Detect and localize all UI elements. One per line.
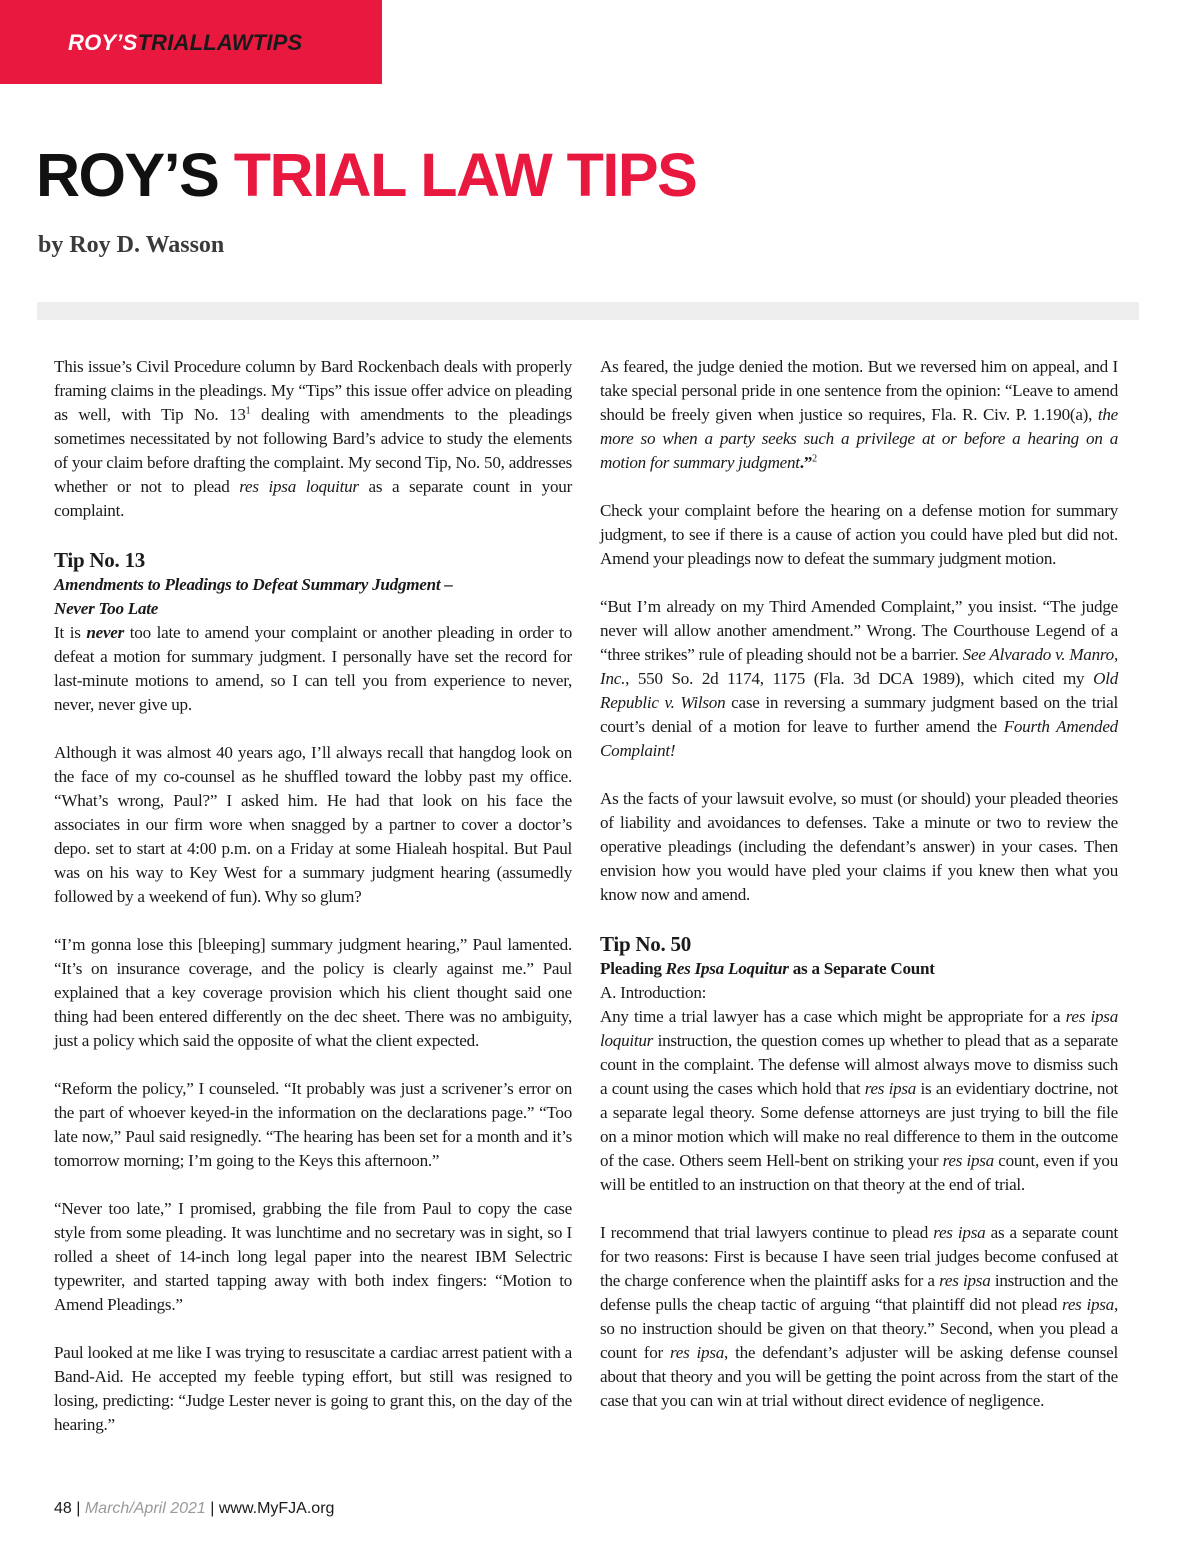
body-paragraph: Paul looked at me like I was trying to resuscitate a cardiac arrest patient with a Band-Aid. He accepted my feeble typing effort, but still was resigned to losing, predicting: “Judge Lester never is going to grant this, on the day of the hearing.” <box>54 1343 572 1434</box>
header-tab <box>0 0 382 84</box>
tip-13-heading: Tip No. 13 <box>54 548 146 572</box>
body-paragraph: As feared, the judge denied the motion. But we reversed him on appeal, and I take special personal pride in one sentence from the opinion: “Leave to amend should be freely given when justice so requires, Fla. R. Civ. P. 1.190(a), the more so when a party seeks such a privilege at or before a hearing on a motion for summary judgment.”$^2$ <box>600 357 1118 472</box>
body-paragraph: “I’m gonna lose this [bleeping] summary judgment hearing,” Paul lamented. “It’s on insurance coverage, and the policy is clearly against me.” Paul explained that a key coverage provision which his client thought said one thing had been entered differently on the dec sheet. There was no ambiguity, just a policy which said the opposite of what the client expected. <box>54 935 572 1050</box>
page-title-black: ROY’S <box>36 141 219 209</box>
page-title-red: TRIAL LAW TIPS <box>233 141 697 209</box>
body-paragraph: Check your complaint before the hearing on a defense motion for summary judgment, to see if there is a cause of action you could have pled but did not. Amend your pleadings now to defeat the summary judgment motion. <box>600 501 1118 568</box>
body-paragraph: “But I’m already on my Third Amended Complaint,” you insist. “The judge never will allow another amendment.” Wrong. The Courthouse Legend of a “three strikes” rule of pleading should not be a barrier. See Alvarado v. Manro, Inc., 550 So. 2d 1174, 1175 (Fla. 3d DCA 1989), which cited my Old Republic v. Wilson case in reversing a summary judgment based on the trial court’s denial of a motion for leave to further amend the Fourth Amended Complaint! <box>600 597 1118 760</box>
body-paragraph: I recommend that trial lawyers continue to plead res ipsa as a separate count for two reasons: First is because I have seen trial judges become confused at the charge conference when the plaintiff asks for a res ipsa instruction and the defense pulls the cheap tactic of arguing “that plaintiff did not plead res ipsa, so no instruction should be given on that theory.” Second, when you plead a count for res ipsa, the defendant’s adjuster will be asking defense counsel about that theory and you will be getting the point across from the start of the case that you can win at trial without direct evidence of negligence. <box>600 1223 1118 1410</box>
body-paragraph: Although it was almost 40 years ago, I’ll always recall that hangdog look on the face of my co-counsel as he shuffled toward the lobby past my office. “What’s wrong, Paul?” I asked him. He had that look on his face the associates in our firm wore when snagged by a partner to cover a doctor’s depo. set to start at 4:00 p.m. on a Friday at some Hialeah hospital. But Paul was on his way to Key West for a summary judgment hearing (assumedly followed by a weekend of fun). Why so glum? <box>54 743 572 906</box>
header-tab-part: TIPS <box>252 30 303 55</box>
tip-13-subtitle: Amendments to Pleadings to Defeat Summary Judgment – <box>54 575 453 594</box>
header-tab-label <box>68 30 302 56</box>
intro-paragraph: This issue’s Civil Procedure column by Bard Rockenbach deals with properly framing claims in the pleadings. My “Tips” this issue offer advice on pleading as well, with Tip No. $13^1$ dealing with amendments to the pleadings sometimes necessitated by not following Bard’s advice to study the elements of your claim before drafting the complaint. My second Tip, No. 50, addresses whether or not to plead res ipsa loquitur as a separate count in your complaint. <box>54 357 573 520</box>
tip-13-subtitle: Never Too Late <box>54 599 159 618</box>
tip-50-subtitle: Pleading Res Ipsa Loquitur as a Separate Count <box>600 959 935 978</box>
tip-50-intro-label: A. Introduction: <box>600 983 707 1002</box>
tip-13-paragraph: It is never too late to amend your complaint or another pleading in order to defeat a motion for summary judgment. I personally have set the record for last-minute motions to amend, so I can tell you from experience to never, never, never give up. <box>54 623 572 714</box>
header-tab-part: ROY’S <box>68 30 138 55</box>
header-tab-part: TRIAL <box>137 30 204 55</box>
page-footer: 48 | March/April 2021 | www.MyFJA.org <box>54 1500 335 1517</box>
issue-date: March/April 2021 <box>84 1500 206 1517</box>
left-column <box>54 355 572 1437</box>
header-tab-part: LAW <box>203 30 253 55</box>
page-number: 48 <box>54 1500 72 1517</box>
right-column <box>600 355 1118 1413</box>
body-paragraph: “Never too late,” I promised, grabbing the file from Paul to copy the case style from some pleading. It was lunchtime and no secretary was in sight, so I rolled a sheet of 14-inch long legal paper into the nearest IBM Selectric typewriter, and started tapping away with both index fingers: “Motion to Amend Pleadings.” <box>54 1199 572 1314</box>
footnote-ref: 2 <box>812 453 817 465</box>
footnote-ref: 1 <box>245 405 251 417</box>
body-paragraph: As the facts of your lawsuit evolve, so must (or should) your pleaded theories of liability and avoidances to defenses. Take a minute or two to review the operative pleadings (including the defendant’s answer) in your cases. Then envision how you would have pled your claims if you knew then what you know now and amend. <box>600 789 1118 904</box>
byline: by Roy D. Wasson <box>38 232 225 258</box>
page-title <box>36 140 696 210</box>
body-paragraph: “Reform the policy,” I counseled. “It probably was just a scrivener’s error on the part of whoever keyed-in the information on the declarations page.” “Too late now,” Paul said resignedly. “The hearing has been set for a month and it’s tomorrow morning; I’m going to the Keys this afternoon.” <box>54 1079 572 1170</box>
tip-50-paragraph: Any time a trial lawyer has a case which might be appropriate for a res ipsa loquitur instruction, the question comes up whether to plead that as a separate count in the complaint. The defense will almost always move to dismiss such a count using the cases which hold that res ipsa is an evidentiary doctrine, not a separate legal theory. Some defense attorneys are just trying to bill the file on a minor motion which will make no real difference to them in the outcome of the case. Others seem Hell-bent on striking your res ipsa count, even if you will be entitled to an instruction on that theory at the end of trial. <box>600 1007 1118 1194</box>
website-link[interactable]: www.MyFJA.org <box>218 1500 335 1517</box>
tip-50-heading: Tip No. 50 <box>600 932 692 956</box>
divider-band <box>37 302 1139 320</box>
